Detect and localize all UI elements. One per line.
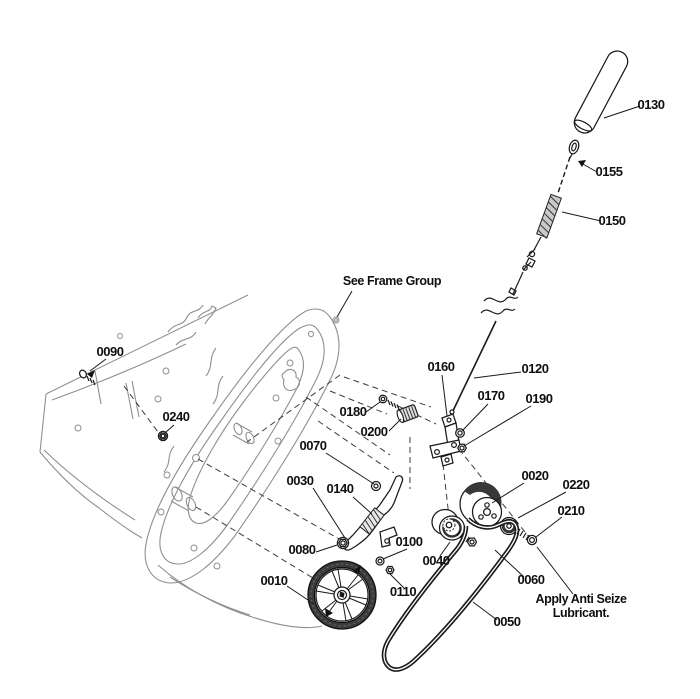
callout-0120-label: 0120 xyxy=(521,361,549,376)
callout-0140-label: 0140 xyxy=(326,481,354,496)
callout-0070-label: 0070 xyxy=(299,438,327,453)
callout-0050 xyxy=(473,602,521,629)
callout-0180 xyxy=(340,402,380,419)
callout-0150 xyxy=(562,212,626,228)
callout-0030-label: 0030 xyxy=(286,473,314,488)
cable-eyelet xyxy=(568,139,581,158)
callout-0020 xyxy=(492,468,549,503)
callout-0200 xyxy=(361,419,401,439)
break-symbol xyxy=(481,297,518,314)
hex-nut-0110 xyxy=(386,567,394,574)
frame-group-art xyxy=(40,295,339,628)
callout-0180-label: 0180 xyxy=(339,404,367,419)
callout-0150-label: 0150 xyxy=(598,213,626,228)
callout-0130-label: 0130 xyxy=(637,97,665,112)
callout-0130 xyxy=(604,97,665,118)
callout-0190-label: 0190 xyxy=(525,391,553,406)
callout-0155-label: 0155 xyxy=(595,164,623,179)
callout-0040 xyxy=(423,542,450,568)
callout-0160-label: 0160 xyxy=(427,359,455,374)
anti-seize-line1: Apply Anti Seize xyxy=(535,592,627,606)
callout-0120 xyxy=(474,361,549,378)
callout-0210-label: 0210 xyxy=(557,503,585,518)
callout-0160 xyxy=(428,359,455,416)
cable-bracket xyxy=(430,410,461,466)
callout-0240-label: 0240 xyxy=(162,409,190,424)
extension-spring xyxy=(536,194,561,238)
cable-upper xyxy=(534,237,541,250)
engine-pulley-0020 xyxy=(460,482,502,527)
cable-adjuster-fittings xyxy=(509,249,535,295)
callout-0020-label: 0020 xyxy=(521,468,549,483)
flat-washer-0100 xyxy=(376,557,384,565)
see-frame-group-label: See Frame Group xyxy=(342,274,442,288)
anti-seize-note xyxy=(535,547,627,620)
callout-0170-label: 0170 xyxy=(477,388,505,403)
callout-0155 xyxy=(578,160,623,179)
shoulder-bolt xyxy=(379,395,399,409)
callout-0240 xyxy=(163,409,190,432)
callout-0110-label: 0110 xyxy=(389,584,417,599)
hex-nut-0240 xyxy=(158,431,167,440)
frame-boss xyxy=(232,422,255,445)
callout-0040-label: 0040 xyxy=(422,553,450,568)
arm-tab-bracket xyxy=(380,527,397,547)
cable-mid xyxy=(513,272,523,294)
callout-0090 xyxy=(87,344,124,378)
cable-dashed-section xyxy=(558,157,570,193)
handle-grip xyxy=(571,47,632,136)
callout-0090-label: 0090 xyxy=(96,344,124,359)
callout-0140 xyxy=(327,481,372,514)
anti-seize-line2: Lubricant. xyxy=(552,606,610,620)
callout-0100-label: 0100 xyxy=(395,534,423,549)
friction-drive-wheel xyxy=(308,561,376,629)
callout-0200-label: 0200 xyxy=(360,424,388,439)
callout-0080 xyxy=(289,542,337,557)
see-frame-group-note xyxy=(337,274,442,317)
callout-0170 xyxy=(462,388,505,431)
callout-0010 xyxy=(261,573,314,604)
frame-boss xyxy=(170,485,198,512)
callout-0060-label: 0060 xyxy=(517,572,545,587)
cable-assembly xyxy=(451,47,631,415)
callout-0220-label: 0220 xyxy=(562,477,590,492)
hex-bolt-0210 xyxy=(517,529,537,545)
idler-pulley-0040 xyxy=(432,510,465,541)
callout-0110 xyxy=(390,574,416,599)
callout-0080-label: 0080 xyxy=(288,542,316,557)
arm-spring xyxy=(360,508,384,534)
callout-0010-label: 0010 xyxy=(260,573,288,588)
callout-0050-label: 0050 xyxy=(493,614,521,629)
callout-0210 xyxy=(536,503,585,537)
flange-nut-0080 xyxy=(337,537,348,548)
